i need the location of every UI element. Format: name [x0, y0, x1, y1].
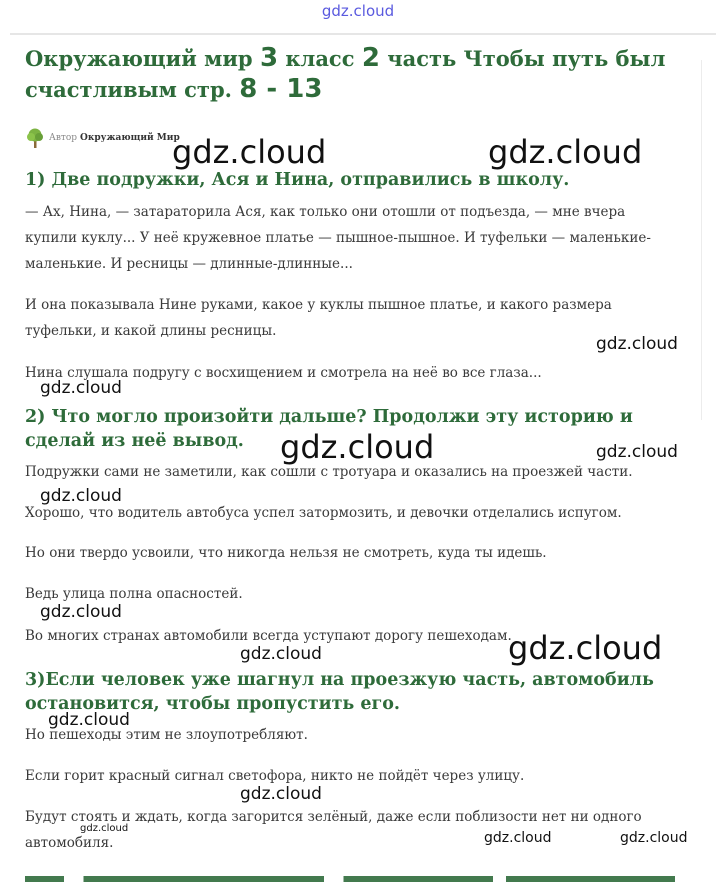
section-heading: 1) Две подружки, Ася и Нина, отправились в школу. [25, 170, 570, 190]
title-pages: 8 - 13 [239, 74, 323, 104]
page-title [25, 43, 695, 105]
tree-icon [25, 127, 45, 149]
section-3 [25, 668, 675, 716]
title-part-1: Окружающий мир [25, 46, 260, 71]
watermark: gdz.cloud [596, 334, 678, 354]
title-part-2: класс [278, 46, 362, 71]
section-1-paragraph-1 [25, 199, 675, 277]
paragraph: Хорошо, что водитель автобуса успел затормозить, и девочки отделались испугом. [25, 505, 622, 521]
watermark: gdz.cloud [484, 830, 552, 846]
paragraph: Будут стоять и ждать, когда загорится зелёный, даже если поблизости нет ни одного автомобиля. [25, 809, 642, 851]
watermark: gdz.cloud [80, 823, 129, 834]
paragraph: Но они твердо усвоили, что никогда нельзя не смотреть, куда ты идешь. [25, 545, 547, 561]
watermark: gdz.cloud [240, 784, 322, 804]
watermark: gdz.cloud [48, 710, 130, 730]
paragraph: Ведь улица полна опасностей. [25, 586, 243, 602]
top-divider [10, 33, 716, 35]
watermark: gdz.cloud [40, 378, 122, 398]
section-1 [25, 168, 675, 192]
paragraph: И она показывала Нине руками, какое у куклы пышное платье, и какого размера туфельки, и какой длины ресницы. [25, 297, 612, 339]
section-2-paragraph-2 [25, 500, 675, 526]
site-logo[interactable]: gdz.cloud [321, 2, 395, 20]
title-grade: 3 [259, 43, 279, 73]
title-volume: 2 [361, 43, 380, 73]
paragraph: Но пешеходы этим не злоупотребляют. [25, 727, 308, 743]
section-1-paragraph-3 [25, 360, 675, 386]
title-part-3: часть Чтобы путь был счастливым стр. [25, 46, 666, 102]
watermark: gdz.cloud [280, 428, 435, 466]
author-name[interactable]: Окружающий Мир [80, 133, 180, 143]
paragraph: Во многих странах автомобили всегда уступают дорогу пешеходам. [25, 628, 512, 644]
author-label: Автор [49, 133, 78, 143]
watermark: gdz.cloud [620, 830, 688, 846]
section-heading: 3)Если человек уже шагнул на проезжую часть, автомобиль остановится, чтобы пропустить его. [25, 670, 654, 714]
watermark: gdz.cloud [40, 602, 122, 622]
watermark: gdz.cloud [240, 644, 322, 664]
section-heading: 2) Что могло произойти дальше? Продолжи эту историю и сделай из неё вывод. [25, 407, 633, 451]
section-2-paragraph-3 [25, 540, 675, 566]
sidebar-divider [701, 60, 702, 420]
watermark: gdz.cloud [596, 442, 678, 462]
watermark: gdz.cloud [488, 133, 643, 171]
section-2-paragraph-4 [25, 581, 675, 607]
next-section-heading-partial [25, 872, 675, 882]
section-1-paragraph-2 [25, 292, 675, 344]
watermark: gdz.cloud [508, 629, 663, 667]
watermark: gdz.cloud [40, 486, 122, 506]
watermark: gdz.cloud [172, 133, 327, 171]
paragraph: Нина слушала подругу с восхищением и смотрела на неё во все глаза... [25, 365, 542, 381]
paragraph: — Ах, Нина, — затараторила Ася, как только они отошли от подъезда, — мне вчера купили куклу... У неё кружевное платье — пышное-пышное. И туфельки — маленькие-маленькие. И ресницы — длинные-длинные... [25, 204, 651, 272]
author-line [25, 127, 180, 149]
section-3-paragraph-2 [25, 763, 675, 789]
paragraph: Если горит красный сигнал светофора, никто не пойдёт через улицу. [25, 768, 525, 784]
paragraph: Подружки сами не заметили, как сошли с тротуара и оказались на проезжей части. [25, 464, 633, 480]
